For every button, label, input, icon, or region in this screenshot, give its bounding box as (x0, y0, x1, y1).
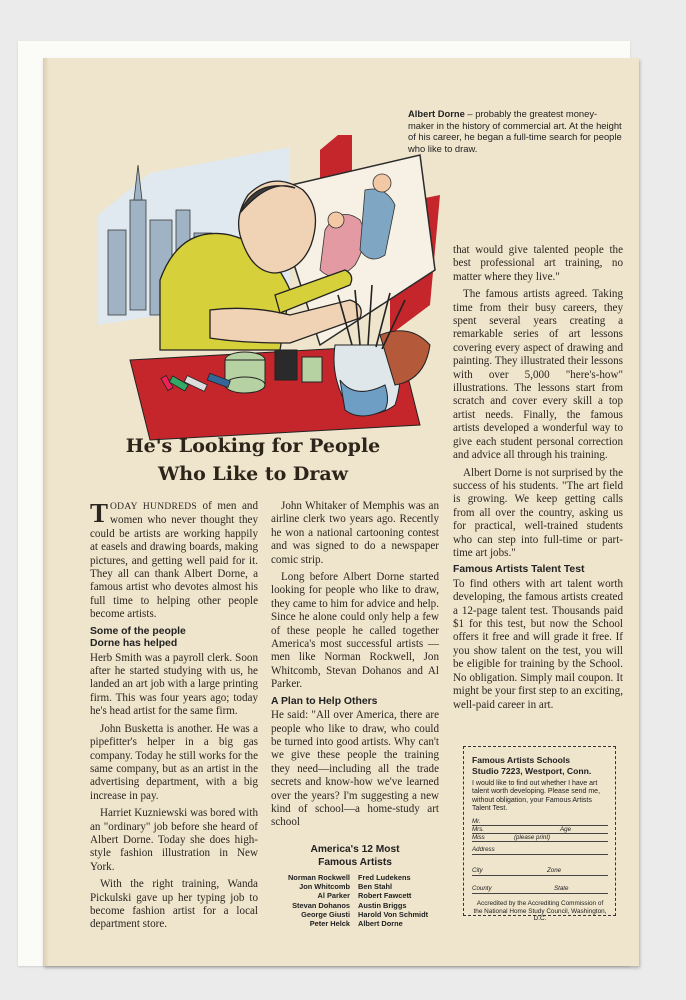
paragraph-long-before: Long before Albert Dorne started looking for people who like to draw, they came to him for advice and help. Since he alone could only help a few of these people he called together America's most successful artists —men like Norman Rockwell, Jon Whitcomb, Stevan Dohanos and Al Parker. (271, 571, 439, 691)
subhead-talent-test: Famous Artists Talent Test (453, 564, 585, 576)
subhead-line-1: Some of the people (90, 625, 186, 637)
artists-title-line-1: America's 12 Most (310, 844, 400, 855)
artist-row (271, 910, 439, 919)
artist-name: Al Parker (317, 891, 350, 901)
mr-label: Mr. (472, 817, 481, 825)
page-headline (103, 432, 403, 488)
address-label: Address (472, 846, 495, 854)
county-state-field[interactable] (472, 882, 608, 895)
headline-line-1: He's Looking for People (125, 435, 381, 457)
city-label: City (472, 866, 483, 874)
coupon-body: I would like to find out whether I have art talent worth developing. Please send me, without obligation, your Famous Artists Talent Test. (472, 780, 601, 813)
article-column-3 (453, 244, 623, 716)
artists-list-title (271, 844, 439, 869)
intro-smallcaps: ODAY HUNDREDS (110, 502, 198, 512)
artist-name: Peter Helck (309, 919, 350, 929)
artist-name: Jon Whitcomb (299, 882, 350, 892)
artists-table (271, 873, 439, 928)
artist-name: Harold Von Schmidt (358, 909, 429, 919)
accreditation-note: Accredited by the Accrediting Commission of the National Home Study Council, Washington, D.C. (473, 900, 607, 923)
intro-text: of men and women who never thought they could be artists are working happily at easels and drawing boards, making pictures, and getting well paid for it. They all can thank Albert Dorne, a famous artist who devotes almost his full time to helping other people become artists. (90, 500, 259, 621)
artist-row (271, 919, 439, 928)
article-column-2 (271, 500, 439, 834)
page-edge-shadow (43, 58, 49, 966)
paragraph-harriet: Harriet Kuzniewski was bored with an "ordinary" job before she heard of Albert Dorne. Today she does high-style fashion illustration in New York. (90, 807, 258, 873)
zone-label: Zone (547, 866, 562, 874)
intro-paragraph (90, 500, 258, 622)
famous-artists-list (271, 844, 439, 928)
paragraph-not-surprised: Albert Dorne is not surprised by the success of his students. "The art field is growing. We keep getting calls from all over the country, asking us for practical, well-trained students who can step into full-time or part-time art jobs." (453, 466, 623, 559)
artist-row (271, 882, 439, 891)
county-label: County (472, 885, 492, 893)
subhead-line-2: Dorne has helped (90, 638, 178, 650)
artist-name: Norman Rockwell (287, 873, 350, 882)
artists-title-line-2: Famous Artists (318, 856, 392, 868)
artist-name: Robert Fawcett (358, 891, 412, 901)
paragraph-famous-artists-agreed: The famous artists agreed. Taking time from their busy careers, they spent several years creating a remarkable series of art lessons covering every aspect of drawing and painting. They illustrated their lessons with over 5,000 "here's-how" illustrations. The lessons start from scratch and cover every skill a top artist needs. Finally, the famous artists developed a wonderful way to give each student personal correction and advice all through his training. (453, 288, 623, 462)
paragraph-find-others: To find others with art talent worth developing, the famous artists created a 12-page talent test. Thousands paid $1 for this test, but now the School offers it free and will grade it free. If you show talent on the test, you will be eligible for training by the School. No obligation. Simply mail coupon. It might be your first step to an exciting, well-paid career in art. (453, 577, 623, 711)
article-column-1 (90, 500, 258, 936)
artist-row (271, 873, 439, 882)
artist-illustration (90, 95, 440, 450)
artist-name: Austin Briggs (358, 900, 407, 910)
age-label: Age (560, 825, 572, 833)
paragraph-herb-smith: Herb Smith was a payroll clerk. Soon after he started studying with us, he landed an art job with a large printing firm. This was four years ago; today he's head artist for the same firm. (90, 651, 258, 718)
artist-name: Stevan Dohanos (292, 900, 350, 910)
address-field[interactable] (472, 843, 608, 856)
artist-row (271, 891, 439, 900)
headline-line-2: Who Like to Draw (157, 463, 349, 485)
coupon-name-field[interactable] (472, 818, 608, 842)
artist-name: Albert Dorne (358, 919, 403, 929)
illustration-caption (408, 108, 623, 154)
caption-name: Albert Dorne (408, 108, 465, 119)
city-zone-field[interactable] (472, 863, 608, 876)
paragraph-john-busketta: John Busketta is another. He was a pipefitter's helper in a big gas company. Today he still works for the same company, but as an artist in the advertising department, with a big increase in pay. (90, 722, 258, 802)
mrs-label: Mrs. (472, 825, 485, 833)
paragraph-john-whitaker: John Whitaker of Memphis was an airline clerk two years ago. Recently he won a national cartooning contest and was signed to do a newspaper comic strip. (271, 500, 439, 566)
paragraph-that-would-give: that would give talented people the best professional art training, no matter where they live." (453, 244, 623, 283)
caption-text: – probably the greatest money-maker in the history of commercial art. At the height of his career, he began a full-time search for people who like to draw. (408, 108, 622, 154)
paragraph-wanda: With the right training, Wanda Pickulski gave up her typing job to become fashion artist for a local department store. (90, 878, 258, 931)
comic-back-cover-page (43, 58, 639, 966)
artist-name: Ben Stahl (358, 882, 393, 892)
drop-cap: T (90, 498, 109, 528)
subhead-people-helped (90, 626, 258, 651)
artist-row (271, 901, 439, 910)
coupon-school-name (472, 755, 608, 776)
artist-name: George Giusti (301, 909, 350, 919)
coupon-name-line-2: Studio 7223, Westport, Conn. (472, 765, 592, 776)
miss-label: Miss (472, 833, 485, 841)
mail-coupon[interactable] (463, 746, 616, 923)
state-label: State (554, 885, 569, 893)
paragraph-he-said: He said: "All over America, there are people who like to draw, who could be turned into good artists. Why can't we give these people the training they need—including all the trade secrets and know-how we've learned over the years? I'm suggesting a new kind of school—a home-study art school (271, 709, 439, 829)
coupon-name-line-1: Famous Artists Schools (472, 755, 571, 765)
subhead-plan: A Plan to Help Others (271, 695, 378, 707)
please-print-label: (please print) (514, 833, 551, 841)
artist-name: Fred Ludekens (358, 873, 411, 882)
